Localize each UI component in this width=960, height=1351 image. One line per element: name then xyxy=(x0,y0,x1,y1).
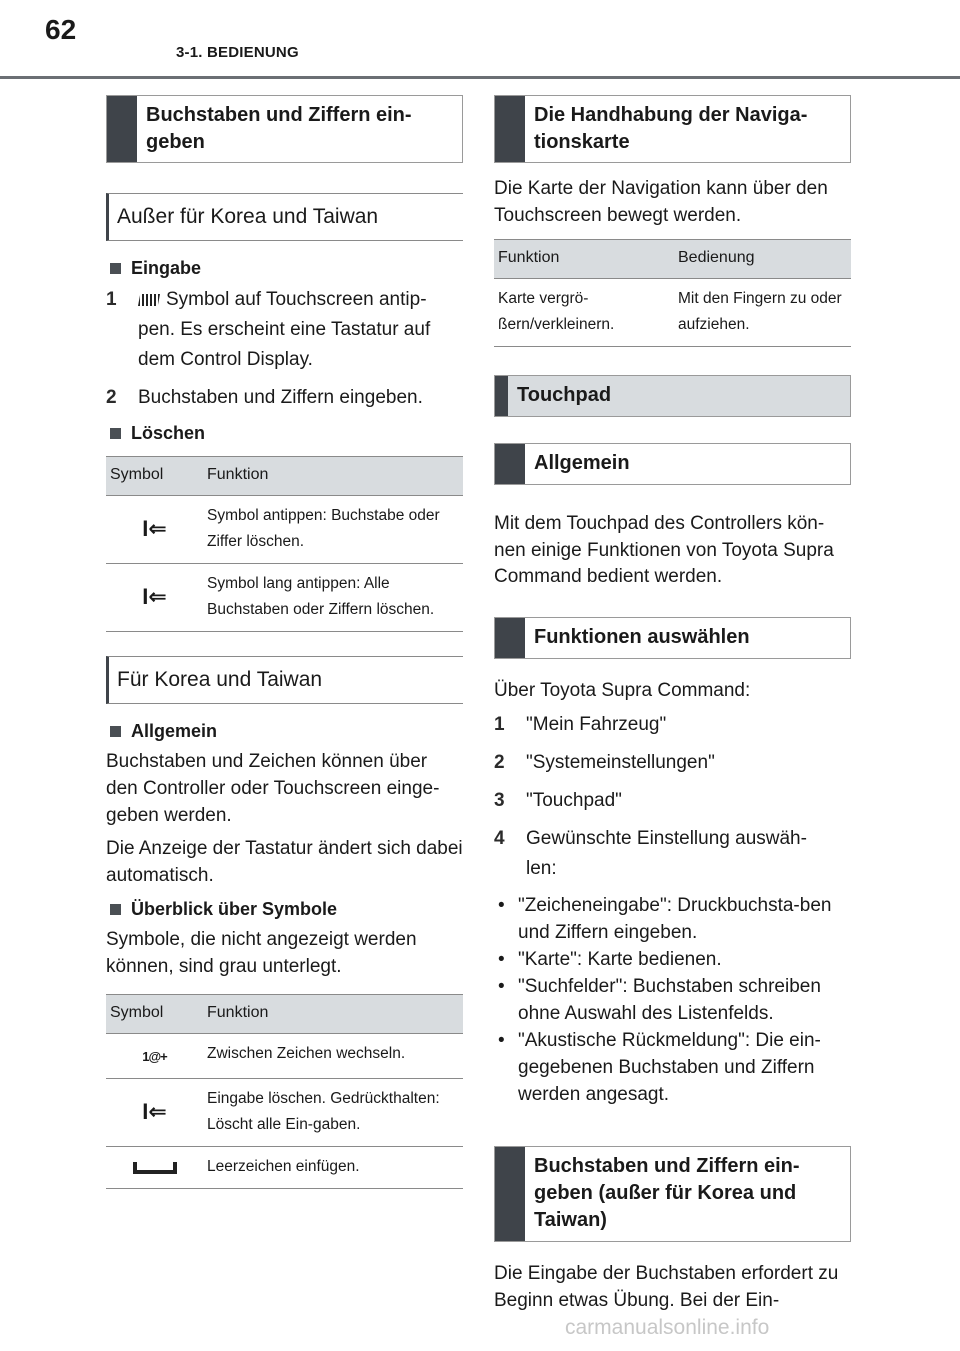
step-text: Gewünschte Einstellung auswäh-len: xyxy=(526,827,807,879)
section-heading-touchpad xyxy=(494,375,851,417)
symbol-cell xyxy=(106,496,203,564)
function-cell: Zwischen Zeichen wechseln. xyxy=(203,1034,463,1079)
page-number: 62 xyxy=(45,14,77,45)
step-3 xyxy=(494,786,851,816)
function-cell: Leerzeichen einfügen. xyxy=(203,1147,463,1189)
step-text: Buchstaben und Ziffern eingeben. xyxy=(138,387,423,408)
table-header-symbol: Symbol xyxy=(106,995,203,1034)
table-header-row xyxy=(494,240,851,279)
step-text-wrap xyxy=(138,285,463,375)
paragraph: Symbole, die nicht angezeigt werden können, sind grau unterlegt. xyxy=(106,929,417,977)
subsection-fuer-korea: Für Korea und Taiwan xyxy=(106,656,463,704)
section-title: Buchstaben und Ziffern ein-geben (außer für Korea und Taiwan) xyxy=(534,1154,800,1231)
paragraph: Die Karte der Navigation kann über den Touchscreen bewegt werden. xyxy=(494,178,828,226)
list-item xyxy=(494,946,851,973)
section-bar xyxy=(495,444,525,484)
chapter-title: 3-1. BEDIENUNG xyxy=(176,44,299,61)
bullet: • xyxy=(498,948,505,970)
table-row xyxy=(106,1147,463,1189)
table-header-symbol: Symbol xyxy=(106,457,203,496)
section-bar xyxy=(495,618,525,658)
step-number: 2 xyxy=(106,387,117,408)
bullet: • xyxy=(498,894,505,916)
section-bar xyxy=(495,1147,525,1241)
paragraph: Die Eingabe der Buchstaben erfordert zu Beginn etwas Übung. Bei der Ein- xyxy=(494,1262,839,1311)
step-text: "Mein Fahrzeug" xyxy=(526,713,667,735)
step-text: "Systemeinstellungen" xyxy=(526,751,715,773)
list-item xyxy=(494,892,851,946)
table-symbol-overview xyxy=(106,994,463,1189)
step-number: 4 xyxy=(494,827,505,849)
step-number: 1 xyxy=(494,713,505,735)
section-title: Allgemein xyxy=(534,452,630,474)
table-header-row xyxy=(106,457,463,496)
backspace-icon: I⇐ xyxy=(142,516,167,541)
section-bar xyxy=(107,96,137,162)
step-text: Symbol auf Touchscreen antip-pen. Es erscheint eine Tastatur auf dem Control Display. xyxy=(138,289,431,370)
symbol-cell xyxy=(106,564,203,632)
table-header-bedienung: Bedienung xyxy=(674,240,851,279)
paragraph: Die Anzeige der Tastatur ändert sich dabei automatisch. xyxy=(106,838,463,886)
step-number: 1 xyxy=(106,289,117,310)
switch-characters-icon: 1@+ xyxy=(142,1049,167,1064)
bullet: • xyxy=(498,1029,505,1051)
backspace-icon: I⇐ xyxy=(142,1099,167,1124)
table-delete-symbols xyxy=(106,456,463,632)
step-2 xyxy=(494,748,851,778)
table-row xyxy=(494,279,851,347)
bullet-text: "Zeicheneingabe": Druckbuchsta-ben und Ziffern eingeben. xyxy=(518,894,832,943)
section-bar xyxy=(495,96,525,162)
paragraph: Über Toyota Supra Command: xyxy=(494,679,751,701)
subheading-eingabe xyxy=(106,258,463,279)
symbol-cell xyxy=(106,1034,203,1079)
bullet-text: "Karte": Karte bedienen. xyxy=(518,948,722,970)
step-text: "Touchpad" xyxy=(526,789,622,811)
space-icon xyxy=(133,1162,177,1174)
symbol-cell xyxy=(106,1147,203,1189)
section-title: Buchstaben und Ziffern ein-geben xyxy=(146,104,412,153)
section-heading-buchstaben-ausser-korea xyxy=(494,1146,851,1242)
subheading-text: Eingabe xyxy=(131,258,202,278)
list-item xyxy=(494,1027,851,1108)
header-rule xyxy=(0,76,960,79)
table-row xyxy=(106,496,463,564)
step-4 xyxy=(494,824,851,884)
table-row xyxy=(106,1079,463,1147)
subsection-ausser-korea: Außer für Korea und Taiwan xyxy=(106,193,463,241)
step-number: 2 xyxy=(494,751,505,773)
function-cell: Eingabe löschen. Gedrückthalten: Löscht alle Ein-gaben. xyxy=(203,1079,463,1147)
list-item xyxy=(494,973,851,1027)
right-column xyxy=(494,95,851,1320)
table-row xyxy=(106,564,463,632)
section-title: Funktionen auswählen xyxy=(534,625,750,648)
subheading-text: Löschen xyxy=(131,423,206,443)
function-cell: Karte vergrö-ßern/verkleinern. xyxy=(494,279,674,347)
table-navigation xyxy=(494,239,851,347)
section-heading-allgemein xyxy=(494,443,851,485)
bullet-text: "Akustische Rückmeldung": Die ein-gegebenen Buchstaben und Ziffern werden angesagt. xyxy=(518,1029,821,1105)
function-cell: Symbol antippen: Buchstabe oder Ziffer löschen. xyxy=(203,496,463,564)
function-cell: Symbol lang antippen: Alle Buchstaben oder Ziffern löschen. xyxy=(203,564,463,632)
section-heading-funktionen xyxy=(494,617,851,659)
subheading-ueberblick xyxy=(106,899,463,920)
table-header-row xyxy=(106,995,463,1034)
subheading-text: Allgemein xyxy=(131,721,218,741)
section-title: Die Handhabung der Naviga-tionskarte xyxy=(534,104,808,153)
section-title: Touchpad xyxy=(517,384,612,406)
left-column xyxy=(106,95,463,1199)
section-heading-buchstaben xyxy=(106,95,463,163)
watermark: carmanualsonline.info xyxy=(565,1316,770,1339)
bullet-text: "Suchfelder": Buchstaben schreiben ohne Auswahl des Listenfelds. xyxy=(518,975,821,1024)
table-row xyxy=(106,1034,463,1079)
step-1 xyxy=(106,285,463,375)
section-bar xyxy=(495,376,508,416)
bullet: • xyxy=(498,975,505,997)
step-number: 3 xyxy=(494,789,505,811)
subheading-text: Überblick über Symbole xyxy=(131,899,338,919)
backspace-icon: I⇐ xyxy=(142,584,167,609)
subheading-allgemein xyxy=(106,721,463,742)
section-heading-navigationskarte xyxy=(494,95,851,163)
page-header xyxy=(0,0,960,80)
step-2 xyxy=(106,383,463,413)
table-header-funktion: Funktion xyxy=(203,995,463,1034)
paragraph: Mit dem Touchpad des Controllers kön-nen einige Funktionen von Toyota Supra Command bedient werden. xyxy=(494,513,834,587)
step-1 xyxy=(494,710,851,740)
paragraph: Buchstaben und Zeichen können über den Controller oder Touchscreen einge-geben werden. xyxy=(106,751,440,826)
table-header-funktion: Funktion xyxy=(203,457,463,496)
table-header-funktion: Funktion xyxy=(494,240,674,279)
keyboard-icon xyxy=(138,294,160,306)
operation-cell: Mit den Fingern zu oder aufziehen. xyxy=(674,279,851,347)
symbol-cell xyxy=(106,1079,203,1147)
subheading-loeschen xyxy=(106,423,463,444)
